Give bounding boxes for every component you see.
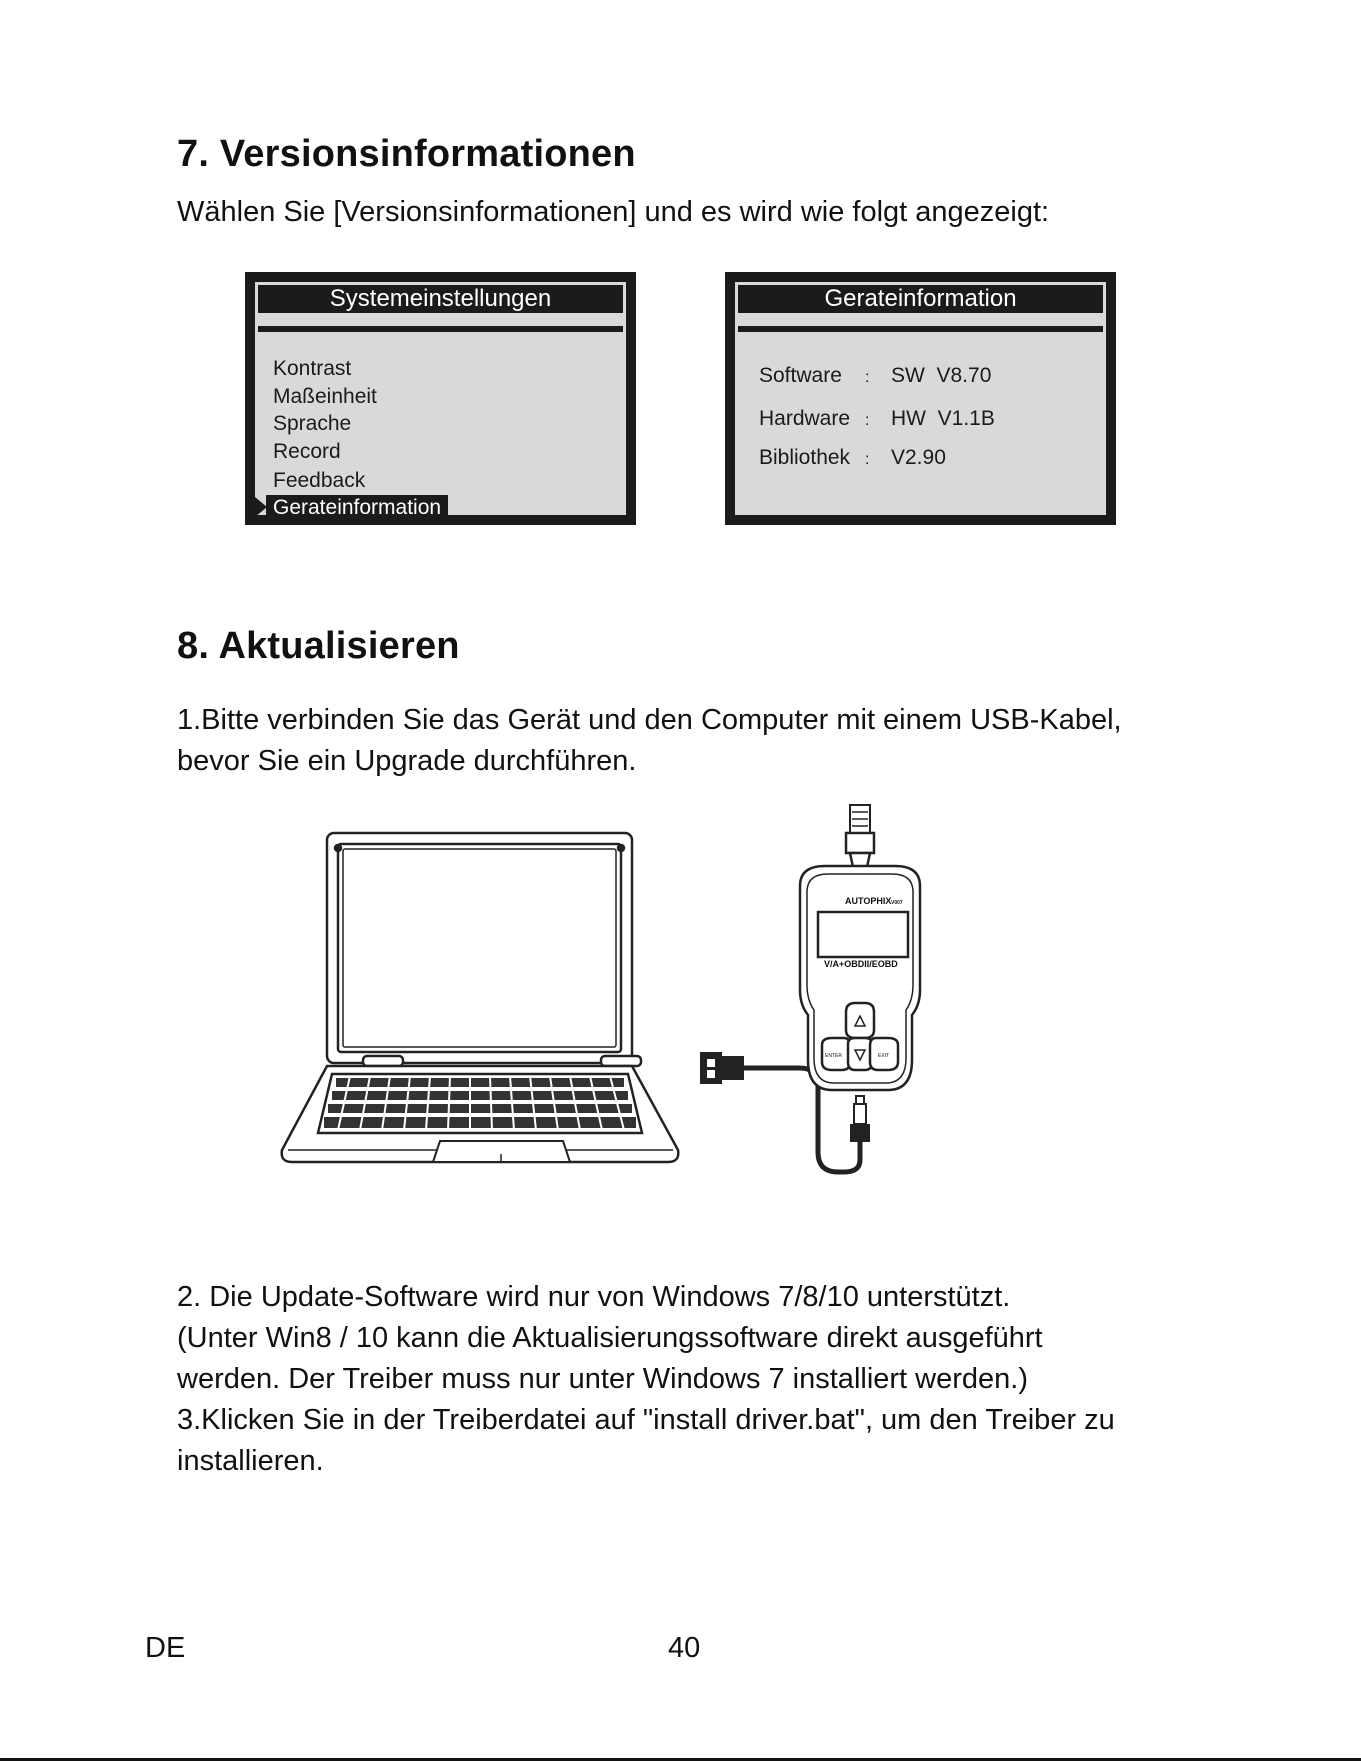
scanner-enter-label: ENTER <box>825 1053 842 1059</box>
menu-item-gerateinformation-selected: Gerateinformation <box>266 495 448 521</box>
menu-item-record: Record <box>273 440 341 463</box>
info-label: Bibliothek <box>759 446 851 469</box>
device-info-screen <box>725 272 1116 525</box>
scanner-brand-label: AUTOPHIX <box>845 896 892 906</box>
device-info-screen-divider <box>738 326 1103 332</box>
text-line: bevor Sie ein Upgrade durchführen. <box>177 745 637 777</box>
info-row-bibliothek <box>759 445 946 473</box>
section-8-steps-2-3 <box>177 1277 1115 1482</box>
text-line: 2. Die Update-Software wird nur von Windows 7/8/10 unterstützt. <box>177 1281 1011 1313</box>
menu-item-sprache: Sprache <box>273 412 352 435</box>
micro-usb-plug-icon <box>851 1096 869 1141</box>
scanner-exit-label: EXIT <box>878 1053 890 1059</box>
info-sep: : <box>865 369 870 386</box>
info-value: V2.90 <box>891 446 946 469</box>
info-value: HW V1.1B <box>891 407 995 430</box>
menu-item-feedback: Feedback <box>273 469 366 492</box>
info-row-software <box>759 363 991 391</box>
text-line: 3.Klicken Sie in der Treiberdatei auf "install driver.bat", um den Treiber zu <box>177 1404 1115 1436</box>
info-label: Hardware <box>759 407 851 430</box>
info-sep: : <box>865 412 870 429</box>
scanner-obd-label: V/A+OBDII/EOBD <box>824 959 898 969</box>
info-sep: : <box>865 451 870 468</box>
obd-scanner-icon <box>800 805 920 1090</box>
intro-line: Wählen Sie [Versionsinformationen] und es wird wie folgt angezeigt: <box>177 196 1050 228</box>
section-7-intro <box>177 192 1049 233</box>
menu-item-masseinheit: Maßeinheit <box>273 385 377 408</box>
footer-language: DE <box>145 1632 186 1664</box>
text-line: installieren. <box>177 1445 324 1477</box>
device-info-screen-title: Gerateinformation <box>738 285 1103 313</box>
section-8-step1 <box>177 700 1122 782</box>
info-row-hardware <box>759 406 995 434</box>
settings-screen-title: Systemeinstellungen <box>258 285 623 313</box>
settings-screen <box>245 272 636 525</box>
scanner-model-label: V007 <box>891 900 903 906</box>
footer-page-number: 40 <box>668 1632 701 1664</box>
info-label: Software <box>759 364 842 387</box>
text-line: werden. Der Treiber muss nur unter Windows 7 installiert werden.) <box>177 1363 1028 1395</box>
info-value: SW V8.70 <box>891 364 992 387</box>
menu-item-kontrast: Kontrast <box>273 357 352 380</box>
section-7-heading: 7. Versionsinformationen <box>177 133 636 175</box>
text-line: (Unter Win8 / 10 kann die Aktualisierungssoftware direkt ausgeführt <box>177 1322 1043 1354</box>
text-line: 1.Bitte verbinden Sie das Gerät und den Computer mit einem USB-Kabel, <box>177 704 1122 736</box>
settings-screen-divider <box>258 326 623 332</box>
usb-a-plug-icon <box>700 1052 744 1084</box>
usb-connection-illustration <box>280 800 1040 1220</box>
section-8-heading: 8. Aktualisieren <box>177 625 460 667</box>
